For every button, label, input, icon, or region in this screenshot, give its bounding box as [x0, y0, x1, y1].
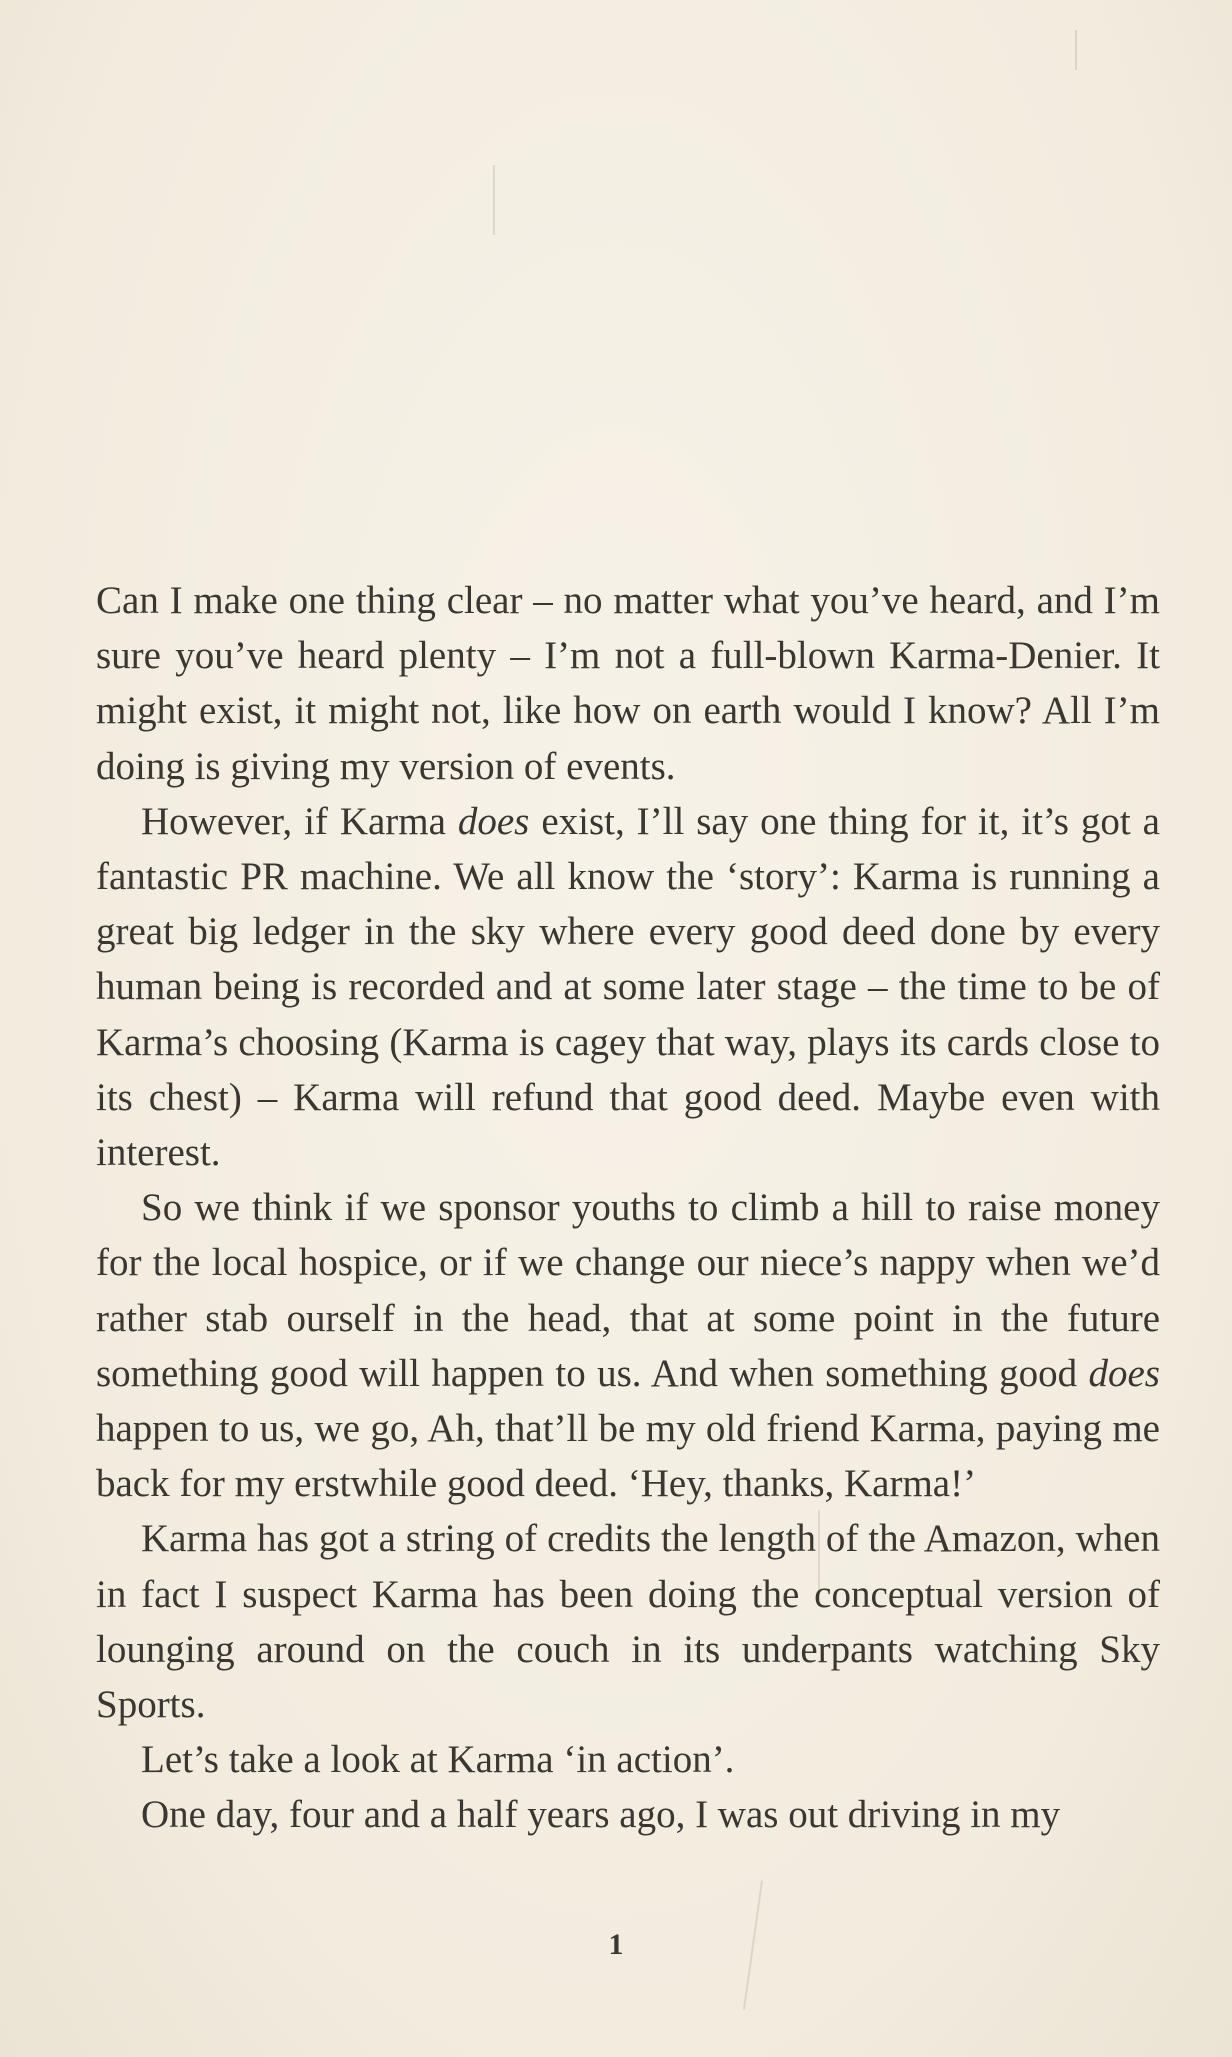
italic-text: does: [1088, 1351, 1160, 1395]
scan-scratch: [493, 165, 495, 235]
text-run: exist, I’ll say one thing for it, it’s got a fantastic PR machine. We all know the ‘story’: Karma is running a great big ledger in the sky where every good deed done by every human being is recorded and at some later stage – the time to be of Karma’s choosing (Karma is cagey that way, plays its cards close to its chest) – Karma will refund that good deed. Maybe even with interest.: [96, 799, 1160, 1175]
paragraph: [96, 1732, 1160, 1787]
paragraph: [96, 1180, 1160, 1511]
text-run: However, if Karma: [141, 799, 458, 843]
text-run: Can I make one thing clear – no matter what you’ve heard, and I’m sure you’ve heard plenty – I’m not a full-blown Karma-Denier. It might exist, it might not, like how on earth would I know? All I’m doing is giving my version of events.: [96, 579, 1160, 788]
paragraph: [96, 1511, 1160, 1732]
italic-text: does: [457, 799, 530, 843]
text-run: happen to us, we go, Ah, that’ll be my old friend Karma, paying me back for my erstwhile good deed. ‘Hey, thanks, Karma!’: [96, 1407, 1160, 1506]
text-run: Karma has got a string of credits the length of the Amazon, when in fact I suspect Karma has been doing the conceptual version of lounging around on the couch in its underpants watching Sky Sports.: [96, 1517, 1160, 1727]
paragraph: [96, 794, 1160, 1180]
page-number: 1: [608, 1928, 624, 1961]
text-run: So we think if we sponsor youths to climb a hill to raise money for the local hospice, or if we change our niece’s nappy when we’d rather stab ourself in the head, that at some point in the future something good will happen to us. And when something good: [96, 1186, 1160, 1395]
text-run: One day, four and a half years ago, I was out driving in my: [141, 1793, 1061, 1837]
text-run: Let’s take a look at Karma ‘in action’.: [141, 1738, 735, 1782]
scan-scratch: [1075, 30, 1077, 70]
paragraph: [96, 1787, 1160, 1842]
body-text: [96, 573, 1160, 1843]
paragraph: [96, 573, 1160, 794]
